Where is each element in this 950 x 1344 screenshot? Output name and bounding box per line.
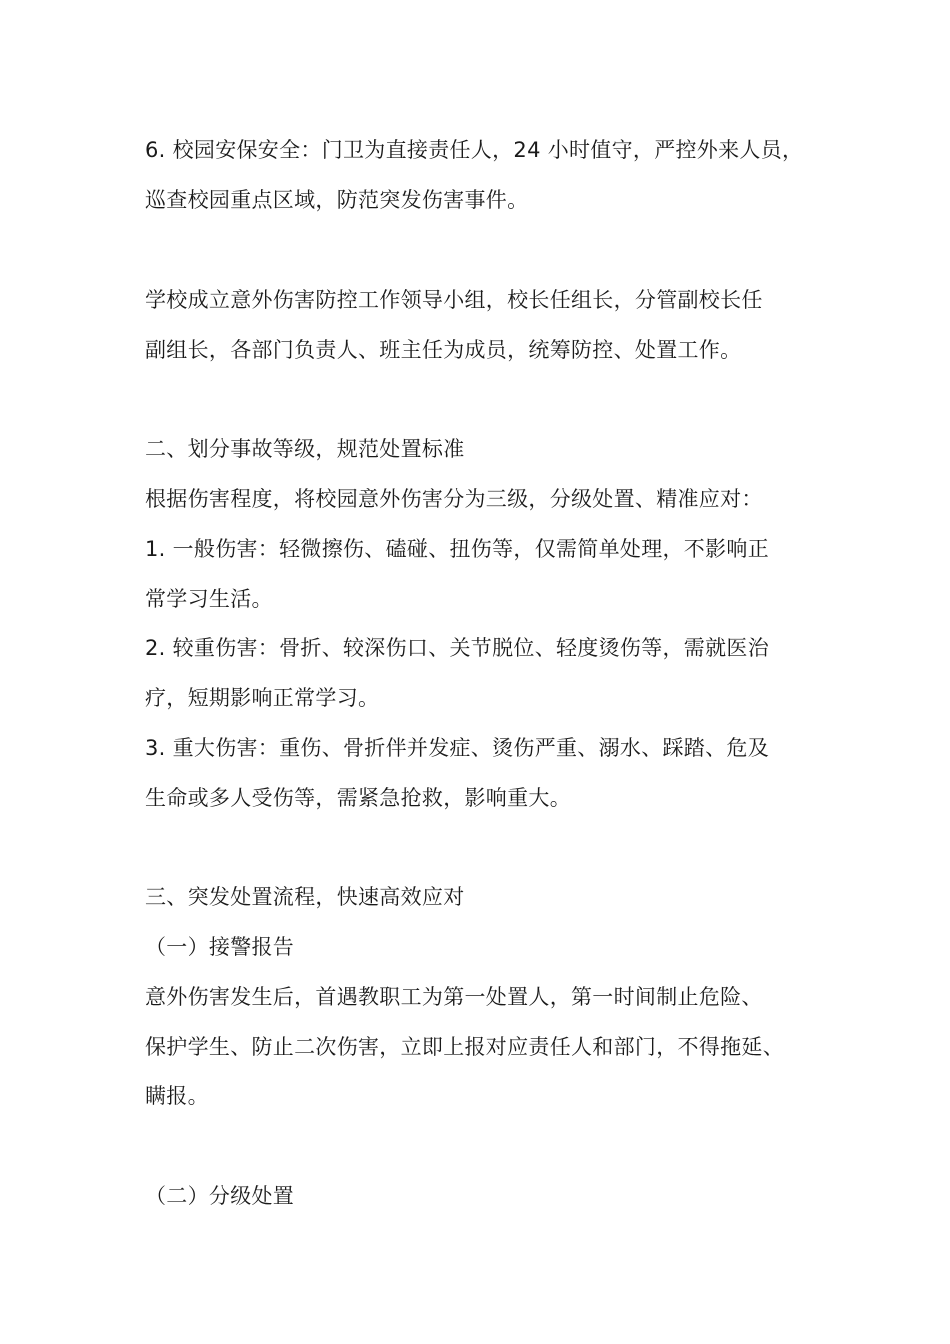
subsection-heading: （二）分级处置	[145, 1184, 295, 1208]
list-item-line: 3. 重大伤害：重伤、骨折伴并发症、烫伤严重、溺水、踩踏、危及	[145, 736, 770, 760]
list-item-line: 2. 较重伤害：骨折、较深伤口、关节脱位、轻度烫伤等，需就医治	[145, 636, 770, 660]
section-heading: 三、突发处置流程，快速高效应对	[145, 885, 465, 909]
list-item-line: 生命或多人受伤等，需紧急抢救，影响重大。	[145, 786, 571, 810]
paragraph-line: 根据伤害程度，将校园意外伤害分为三级，分级处置、精准应对：	[145, 487, 763, 511]
paragraph-line: 巡查校园重点区域，防范突发伤害事件。	[145, 188, 529, 212]
paragraph-line: 副组长，各部门负责人、班主任为成员，统筹防控、处置工作。	[145, 338, 742, 362]
paragraph-line: 瞒报。	[145, 1084, 209, 1108]
list-item-line: 疗，短期影响正常学习。	[145, 686, 380, 710]
list-item-line: 1. 一般伤害：轻微擦伤、磕碰、扭伤等，仅需简单处理，不影响正	[145, 537, 770, 561]
paragraph-line: 意外伤害发生后，首遇教职工为第一处置人，第一时间制止危险、	[145, 985, 763, 1009]
subsection-heading: （一）接警报告	[145, 935, 295, 959]
list-item-line: 常学习生活。	[145, 587, 273, 611]
paragraph-line: 学校成立意外伤害防控工作领导小组，校长任组长，分管副校长任	[145, 288, 763, 312]
paragraph-line: 保护学生、防止二次伤害，立即上报对应责任人和部门，不得拖延、	[145, 1035, 784, 1059]
paragraph-line: 6. 校园安保安全：门卫为直接责任人，24 小时值守，严控外来人员，	[145, 138, 804, 162]
section-heading: 二、划分事故等级，规范处置标准	[145, 437, 465, 461]
